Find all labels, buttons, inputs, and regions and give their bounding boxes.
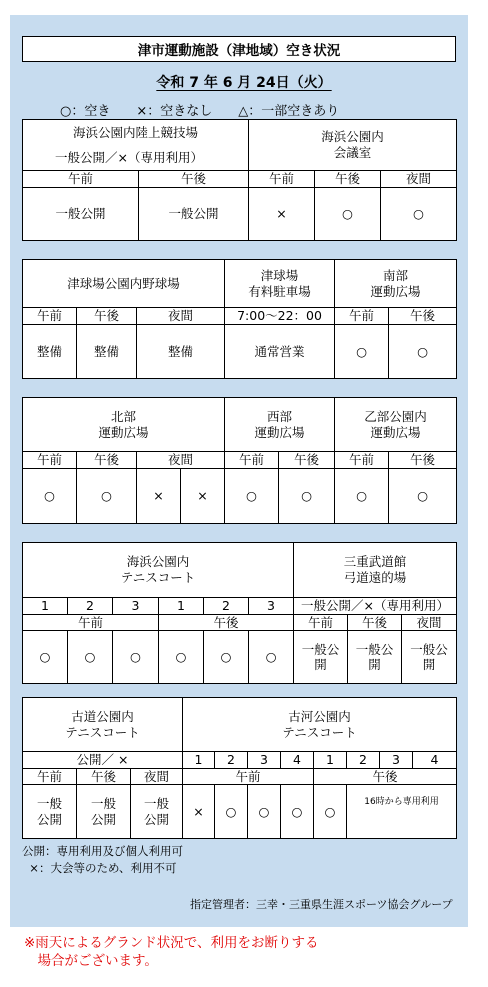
period-header: 午後 [77, 308, 137, 325]
period-header: 午前 [23, 614, 159, 631]
facility-sub: 公開／ × [23, 752, 183, 769]
report-date: 令和 7 年 6 月 24日（火） [156, 75, 332, 91]
court-number: 2 [68, 598, 113, 615]
court-number: 2 [215, 752, 248, 769]
status-cell: ○ [68, 631, 113, 684]
period-header: 午後 [139, 171, 249, 188]
court-number: 1 [314, 752, 347, 769]
status-cell: 一般 公開 [131, 785, 183, 839]
status-cell: 整備 [77, 324, 137, 378]
period-header: 午前 [225, 452, 279, 469]
court-number: 1 [183, 752, 215, 769]
court-number: 2 [347, 752, 380, 769]
period-header: 夜間 [402, 614, 457, 631]
status-cell: ○ [381, 187, 457, 240]
facility-name: 三重武道館 弓道遠的場 [294, 543, 457, 598]
table-tsu-stadium [22, 259, 457, 379]
status-cell: 一般 公開 [23, 785, 77, 839]
status-cell: × [249, 187, 315, 240]
status-cell: ○ [389, 468, 457, 523]
status-cell: ○ [215, 785, 248, 839]
period-header: 午前 [23, 308, 77, 325]
status-cell: ○ [281, 785, 314, 839]
status-cell: ○ [77, 468, 137, 523]
court-number: 1 [23, 598, 68, 615]
period-header: 午前 [335, 452, 389, 469]
period-header: 午後 [77, 768, 131, 785]
status-cell: ○ [204, 631, 249, 684]
period-header: 午前 [23, 452, 77, 469]
period-header: 午後 [279, 452, 335, 469]
period-header: 午後 [77, 452, 137, 469]
period-header: 夜間 [137, 452, 225, 469]
facility-name: 古道公園内 テニスコート [23, 698, 183, 752]
status-cell: ○ [335, 468, 389, 523]
facility-name: 古河公園内 テニスコート [183, 698, 457, 752]
facility-sub: 一般公開／×（専用利用） [294, 598, 457, 615]
period-header: 夜間 [137, 308, 225, 325]
period-header: 午前 [294, 614, 348, 631]
court-number: 2 [204, 598, 249, 615]
status-cell: 一般公 開 [294, 631, 348, 684]
status-cell: 一般 公開 [77, 785, 131, 839]
facility-name: 海浜公園内 会議室 [249, 120, 457, 171]
court-number: 3 [249, 598, 294, 615]
court-number: 3 [113, 598, 159, 615]
court-number: 3 [248, 752, 281, 769]
status-cell: × [181, 468, 225, 523]
period-header: 午後 [315, 171, 381, 188]
status-cell: ○ [113, 631, 159, 684]
period-header: 夜間 [131, 768, 183, 785]
facility-name: 津球場公園内野球場 [23, 260, 225, 308]
table-kaihin-tennis [22, 542, 457, 684]
status-cell: 通常営業 [225, 324, 335, 378]
footnotes: 公開：専用利用及び個人利用可 ×：大会等のため、利用不可 [22, 844, 183, 875]
status-cell: ○ [23, 631, 68, 684]
status-cell: × [137, 468, 181, 523]
legend: ○：空き ×：空きなし △：一部空きあり [60, 104, 340, 119]
court-number: 4 [413, 752, 457, 769]
facility-name: 西部 運動広場 [225, 398, 335, 452]
period-header: 午後 [348, 614, 402, 631]
table-kaihin-stadium [22, 119, 457, 241]
status-cell: × [183, 785, 215, 839]
status-cell: 整備 [137, 324, 225, 378]
rain-warning: ※雨天によるグランド状況で、利用をお断りする 場合がございます。 [24, 935, 319, 970]
status-cell: ○ [159, 631, 204, 684]
status-cell: 一般公開 [23, 187, 139, 240]
period-header: 夜間 [381, 171, 457, 188]
manager-credit: 指定管理者：三幸・三重県生涯スポーツ協会グループ [190, 898, 453, 911]
facility-name: 海浜公園内 テニスコート [23, 543, 294, 598]
status-cell: ○ [248, 785, 281, 839]
status-note: 16時から専用利用 [347, 785, 457, 839]
facility-name: 南部 運動広場 [335, 260, 457, 308]
period-header: 午後 [389, 452, 457, 469]
status-cell: ○ [225, 468, 279, 523]
facility-name: 乙部公園内 運動広場 [335, 398, 457, 452]
status-cell: ○ [279, 468, 335, 523]
status-cell: ○ [389, 324, 457, 378]
status-cell: 整備 [23, 324, 77, 378]
status-cell: ○ [335, 324, 389, 378]
period-header: 午後 [159, 614, 294, 631]
period-header: 午前 [249, 171, 315, 188]
court-number: 1 [159, 598, 204, 615]
status-cell: 一般公開 [139, 187, 249, 240]
table-sports-grounds [22, 397, 457, 524]
court-number: 3 [380, 752, 413, 769]
period-header: 午前 [23, 768, 77, 785]
table-tennis-courts [22, 697, 457, 839]
status-cell: ○ [314, 785, 347, 839]
facility-name: 海浜公園内陸上競技場 [23, 120, 249, 147]
status-cell: 一般公 開 [348, 631, 402, 684]
status-cell: ○ [315, 187, 381, 240]
court-number: 4 [281, 752, 314, 769]
status-cell: 一般公 開 [402, 631, 457, 684]
period-header: 午後 [389, 308, 457, 325]
period-header: 7:00～22：00 [225, 308, 335, 325]
period-header: 午前 [23, 171, 139, 188]
page-title: 津市運動施設（津地域）空き状況 [22, 36, 456, 62]
period-header: 午前 [335, 308, 389, 325]
period-header: 午前 [183, 768, 314, 785]
period-header: 午後 [314, 768, 457, 785]
facility-name: 津球場 有料駐車場 [225, 260, 335, 308]
facility-name: 北部 運動広場 [23, 398, 225, 452]
status-cell: ○ [23, 468, 77, 523]
facility-sub: 一般公開／×（専用利用） [23, 147, 249, 171]
status-cell: ○ [249, 631, 294, 684]
